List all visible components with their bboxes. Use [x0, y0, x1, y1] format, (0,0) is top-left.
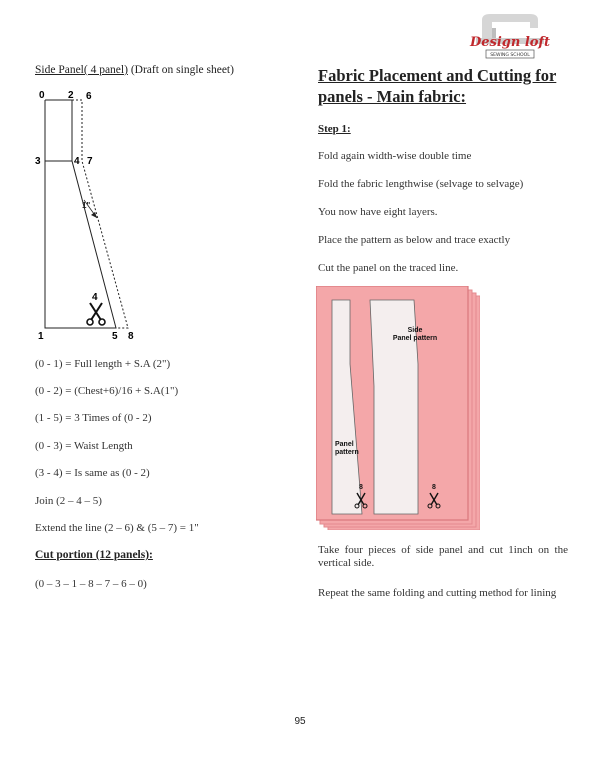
- formula-line: Join (2 – 4 – 5): [35, 495, 102, 507]
- logo-sub-text: SEWING SCHOOL: [490, 53, 530, 59]
- panel-pattern-label: Panel pattern: [335, 441, 359, 456]
- formula-line: (0 - 3) = Waist Length: [35, 440, 133, 452]
- instruction-paragraph: Take four pieces of side panel and cut 1inch on the vertical side.: [318, 544, 568, 569]
- point-8-label: 8: [128, 331, 134, 342]
- page-number: 95: [294, 716, 306, 727]
- point-5-label: 5: [112, 331, 118, 342]
- side-panel-heading: [35, 64, 234, 76]
- formula-line: Extend the line (2 – 6) & (5 – 7) = 1": [35, 522, 199, 534]
- section-title: Fabric Placement and Cutting for panels - Main fabric:: [318, 66, 557, 106]
- point-6-label: 6: [86, 91, 92, 102]
- formula-line: (3 - 4) = Is same as (0 - 2): [35, 467, 150, 479]
- instruction-line: You now have eight layers.: [318, 206, 438, 218]
- cut-count-label: 4: [92, 292, 98, 303]
- point-0-label: 0: [39, 90, 45, 101]
- point-3-label: 3: [35, 156, 41, 167]
- side-panel-heading-rest: (Draft on single sheet): [127, 64, 234, 76]
- point-1-label: 1: [38, 331, 44, 342]
- side-panel-draft-diagram: [30, 88, 140, 343]
- angle-label: 1": [82, 201, 91, 210]
- cut-portion-heading: Cut portion (12 panels):: [35, 549, 153, 561]
- formula-line: (0 - 1) = Full length + S.A (2"): [35, 358, 171, 370]
- instruction-paragraph: Repeat the same folding and cutting method for lining: [318, 587, 557, 599]
- design-loft-logo: [468, 8, 552, 62]
- instruction-line: Fold the fabric lengthwise (selvage to selvage): [318, 178, 524, 190]
- instruction-line: Cut the panel on the traced line.: [318, 262, 459, 274]
- cut-sequence: (0 – 3 – 1 – 8 – 7 – 6 – 0): [35, 578, 147, 590]
- instruction-line: Fold again width-wise double time: [318, 150, 472, 162]
- instruction-line: Place the pattern as below and trace exactly: [318, 234, 511, 246]
- point-7-label: 7: [87, 156, 93, 167]
- point-4-label: 4: [74, 156, 80, 167]
- formula-line: (1 - 5) = 3 Times of (0 - 2): [35, 412, 152, 424]
- logo-script-text: Design loft: [469, 35, 551, 50]
- formula-line: (0 - 2) = (Chest+6)/16 + S.A(1"): [35, 385, 179, 397]
- fabric-layout-diagram: [316, 286, 480, 530]
- point-2-label: 2: [68, 90, 74, 101]
- side-panel-pattern-label: Side Panel pattern: [392, 327, 438, 342]
- step-heading: Step 1:: [318, 123, 351, 135]
- right-cut-count: 8: [432, 484, 436, 491]
- scissors-icon: [87, 303, 105, 325]
- left-cut-count: 8: [359, 484, 363, 491]
- side-panel-heading-underlined: Side Panel( 4 panel): [35, 64, 128, 76]
